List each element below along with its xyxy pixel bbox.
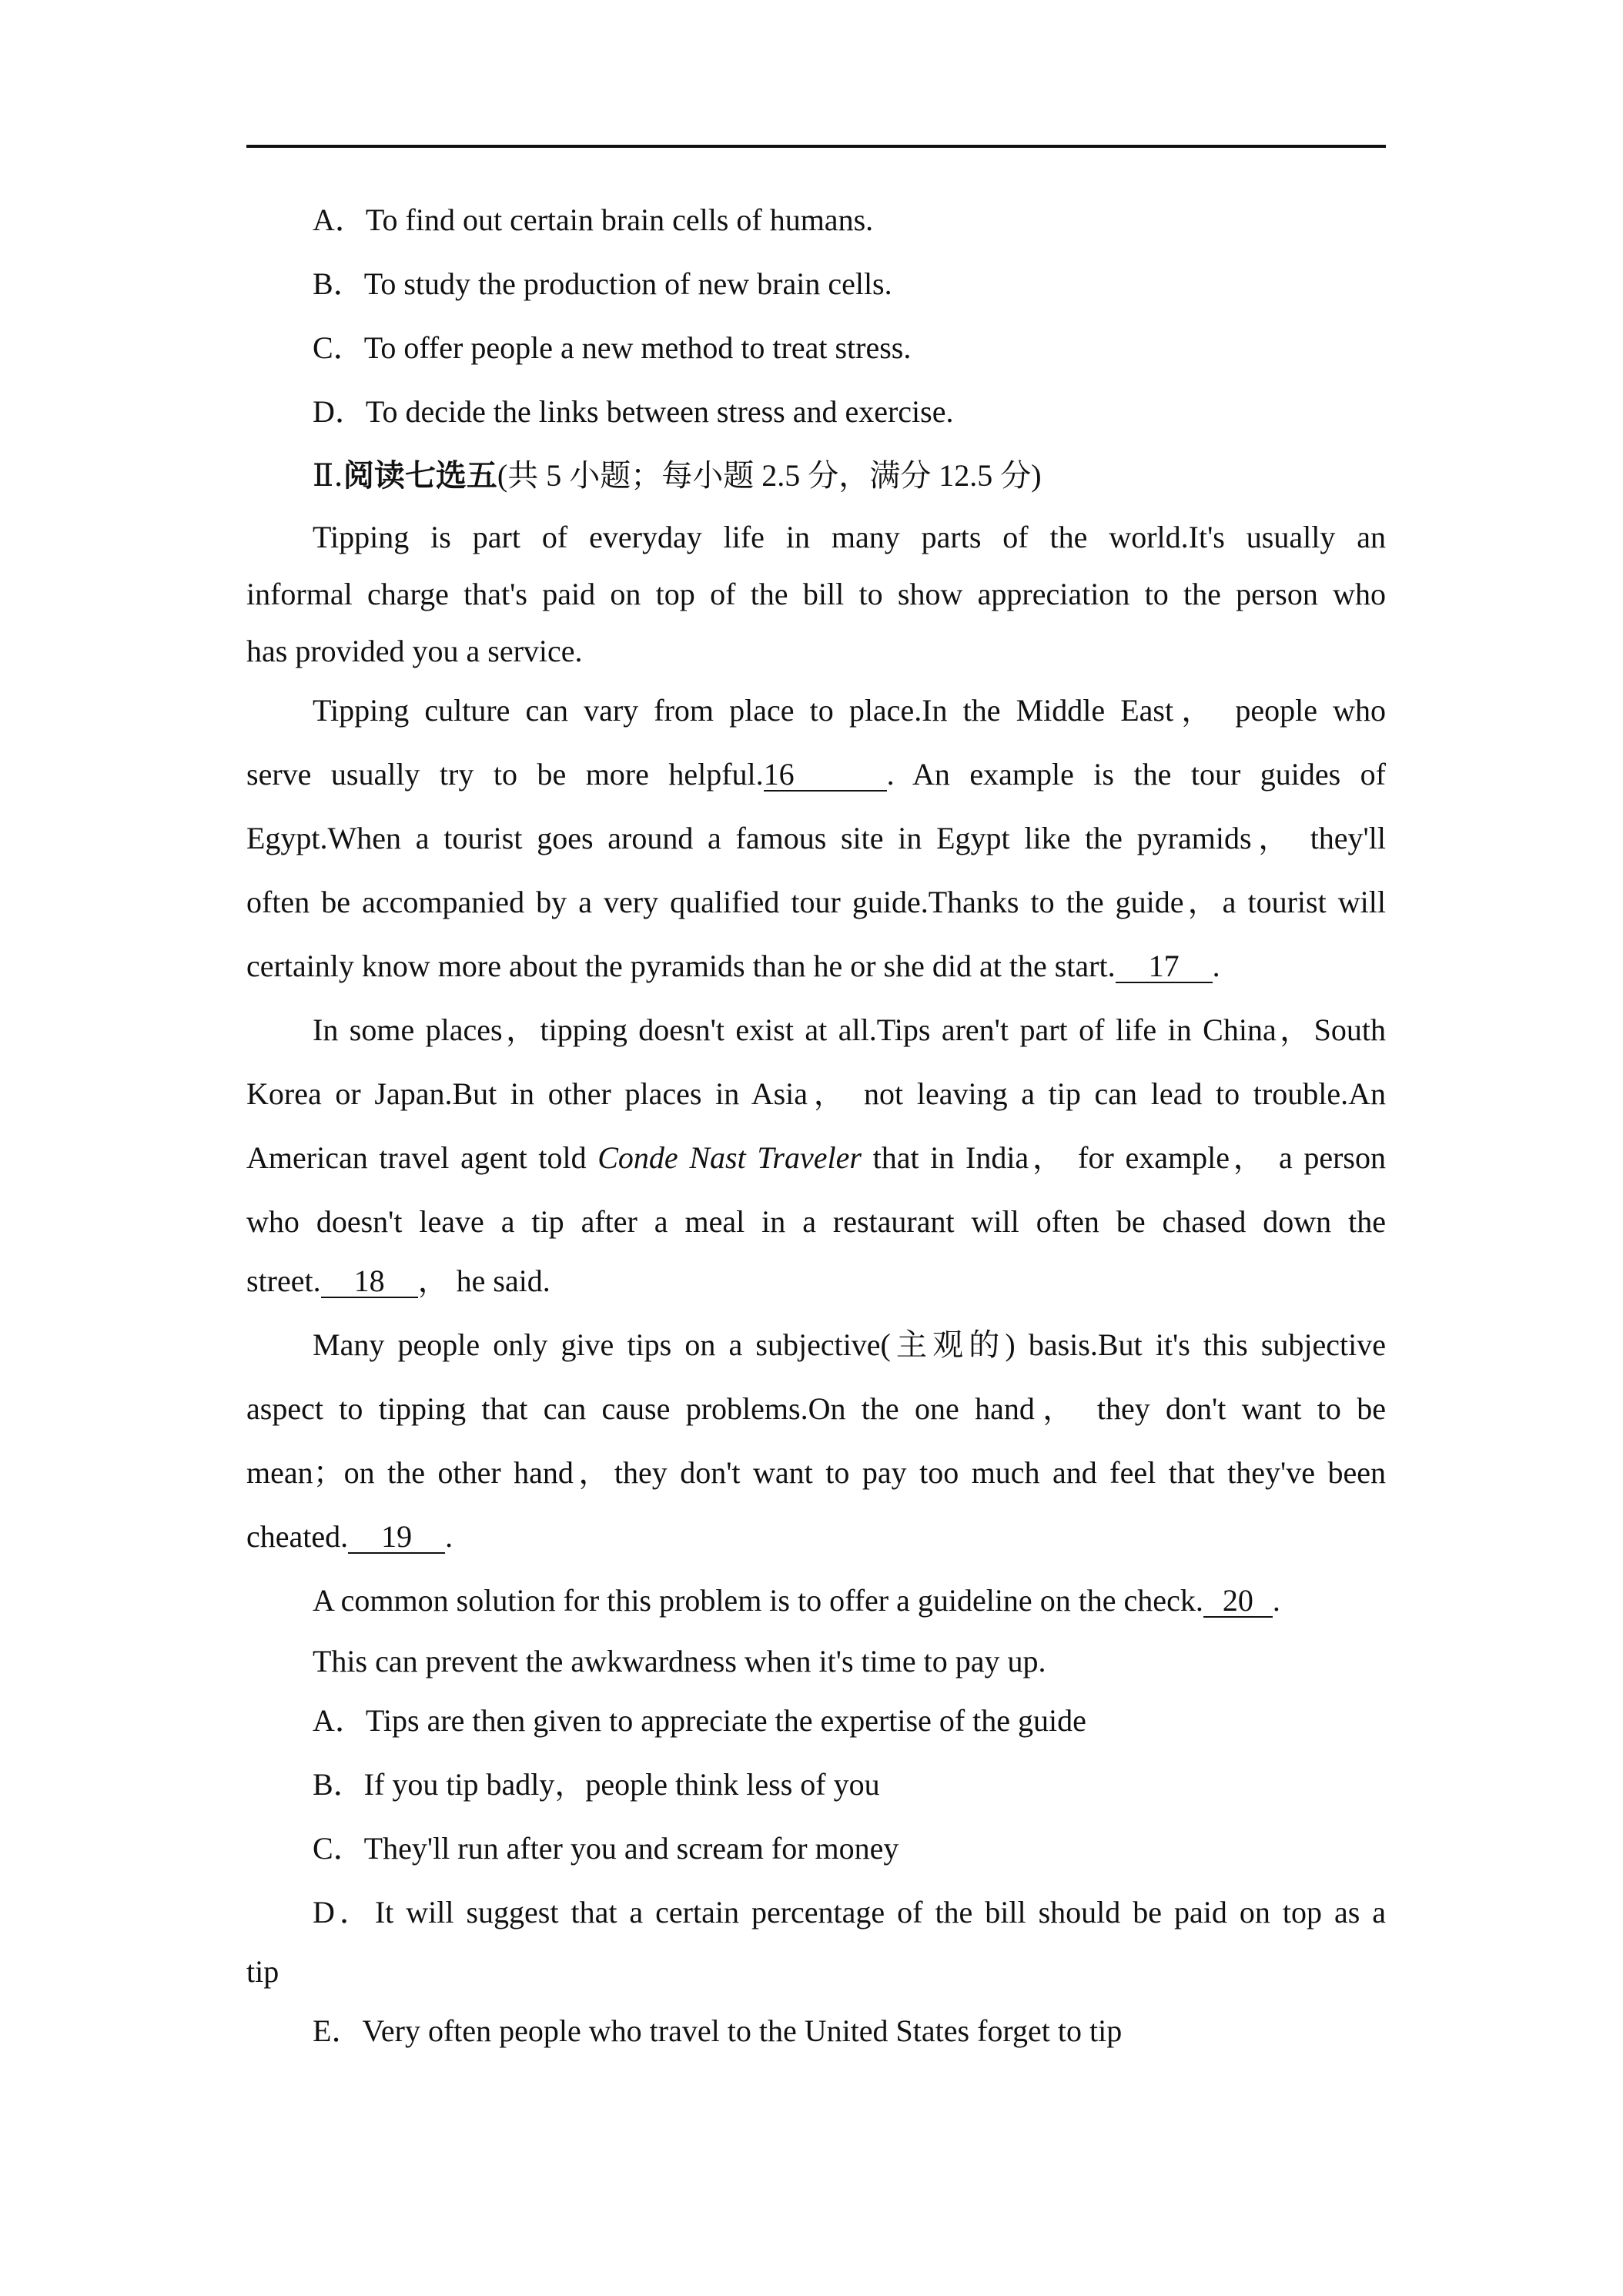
passage-p6-line1: This can prevent the awkwardness when it's time to pay up. (313, 1644, 1046, 1678)
blank-20[interactable]: 20 (1203, 1585, 1273, 1618)
passage-p3-line5: street. 18 ， he said. (246, 1263, 550, 1298)
passage-p2-line1: Tipping culture can vary from place to place.In the Middle East， people who (313, 693, 1386, 728)
passage-p4-line2: aspect to tipping that can cause problems.On the one hand， they don't want to be (246, 1391, 1386, 1426)
choice-c: C．They'll run after you and scream for money (313, 1831, 899, 1866)
prev-option-c: C．To offer people a new method to treat stress. (313, 330, 912, 365)
choice-d-line1: D．It will suggest that a certain percentage of the bill should be paid on top as a (313, 1895, 1386, 1930)
magazine-title: Conde Nast Traveler (597, 1140, 862, 1175)
passage-p3-line1: In some places，tipping doesn't exist at all.Tips aren't part of life in China，South (313, 1012, 1386, 1047)
passage-p5-line1: A common solution for this problem is to offer a guideline on the check. 20 . (313, 1583, 1280, 1618)
section-heading: Ⅱ.阅读七选五(共 5 小题；每小题 2.5 分，满分 12.5 分) (313, 458, 1042, 494)
blank-17[interactable]: 17 (1116, 951, 1213, 983)
choice-d-line2: tip (246, 1954, 279, 1989)
passage-p2-line2: serve usually try to be more helpful.16 . An example is the tour guides of (246, 757, 1386, 792)
choice-b: B．If you tip badly，people think less of you (313, 1767, 880, 1802)
choice-a: A．Tips are then given to appreciate the expertise of the guide (313, 1703, 1086, 1738)
passage-p1-line1: Tipping is part of everyday life in many parts of the world.It's usually an (313, 520, 1386, 554)
header-rule (246, 145, 1386, 148)
passage-p4-line1: Many people only give tips on a subjective(主观的) basis.But it's this subjective (313, 1327, 1386, 1362)
blank-18[interactable]: 18 (321, 1266, 418, 1298)
prev-option-d: D．To decide the links between stress and exercise. (313, 394, 954, 429)
blank-19[interactable]: 19 (348, 1521, 445, 1554)
passage-p4-line4: cheated. 19 . (246, 1519, 453, 1554)
passage-p4-line3: mean；on the other hand，they don't want to pay too much and feel that they've been (246, 1455, 1386, 1490)
passage-p1-line2: informal charge that's paid on top of the bill to show appreciation to the person who (246, 577, 1386, 611)
passage-p3-line3: American travel agent told Conde Nast Traveler that in India， for example， a person (246, 1140, 1386, 1175)
prev-option-b: B．To study the production of new brain cells. (313, 266, 892, 301)
passage-p2-line3: Egypt.When a tourist goes around a famous site in Egypt like the pyramids， they'll (246, 821, 1386, 855)
prev-option-a: A．To find out certain brain cells of humans. (313, 202, 874, 237)
choice-e: E．Very often people who travel to the United States forget to tip (313, 2013, 1123, 2048)
blank-16[interactable]: 16 (764, 759, 887, 792)
passage-p3-line4: who doesn't leave a tip after a meal in a restaurant will often be chased down the (246, 1204, 1386, 1239)
passage-p2-line5: certainly know more about the pyramids than he or she did at the start. 17 . (246, 949, 1220, 983)
passage-p3-line2: Korea or Japan.But in other places in Asia， not leaving a tip can lead to trouble.An (246, 1076, 1386, 1111)
passage-p2-line4: often be accompanied by a very qualified tour guide.Thanks to the guide，a tourist will (246, 885, 1386, 919)
passage-p1-line3: has provided you a service. (246, 634, 583, 668)
